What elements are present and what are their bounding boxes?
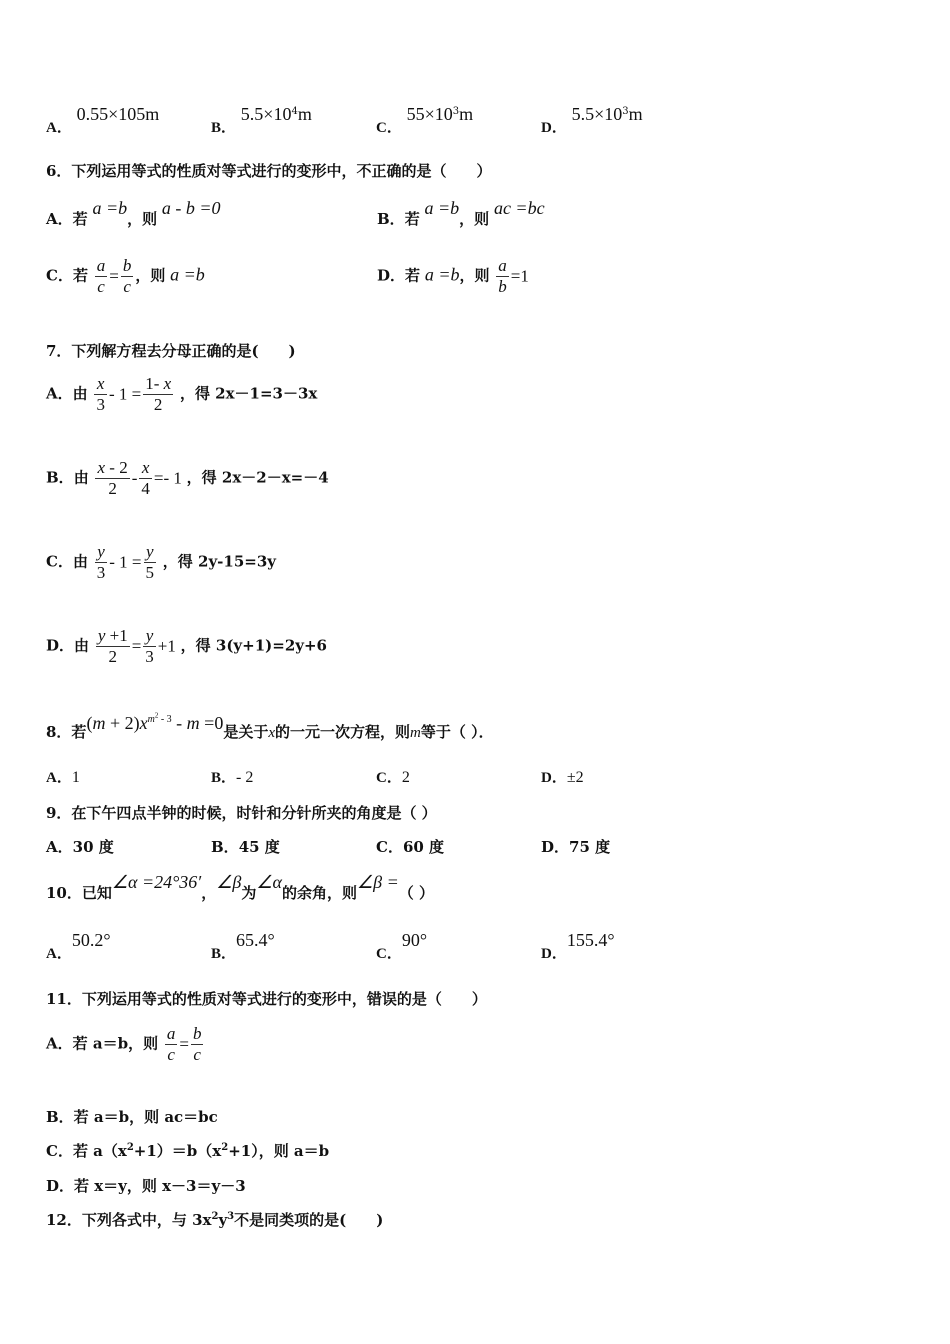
q6-option-c[interactable]: C．若 $\frac{a}{c}$ = $\frac{b}{c}$ ，则 a =b	[46, 256, 205, 296]
q9-option-c[interactable]: C．60 度	[376, 838, 445, 856]
q10-option-a[interactable]: A．50.2°	[46, 930, 111, 962]
q7-option-c[interactable]: C．由 $\frac{y}{3}$ - 1 = $\frac{y}{5}$ ，得 2y-15=3y	[46, 542, 276, 582]
q7-option-b[interactable]: B．由 $\frac{x - 2}{2}$ - $\frac{x}{4}$ =- 1 ，得 2x－2－x=－4	[46, 458, 329, 498]
q9-option-a[interactable]: A．30 度	[46, 838, 114, 856]
q7-option-a[interactable]: A．由 $\frac{x}{3}$ - 1 = $\frac{1- x}{2}$ ，得 2x－1=3－3x	[46, 374, 318, 414]
q10-option-d[interactable]: D．155.4°	[541, 930, 615, 962]
q11-option-b[interactable]: B．若 a＝b，则 ac＝bc	[46, 1108, 218, 1126]
q8-option-b[interactable]: B．- 2	[211, 769, 254, 786]
q8-option-c[interactable]: C．2	[376, 769, 410, 786]
q12-stem: 12．下列各式中，与 $3x^2y^3$不是同类项的是( )	[46, 1211, 384, 1229]
fraction-a-over-b: $\frac{a}{b}$	[498, 256, 507, 296]
q11-stem: 11．下列运用等式的性质对等式进行的变形中，错误的是（ ）	[46, 990, 487, 1008]
q6-stem: 6．下列运用等式的性质对等式进行的变形中，不正确的是（ ）	[46, 162, 492, 180]
q10-stem: 10．已知∠α =24°36′，∠β为∠α的余角，则∠β =（ ）	[46, 872, 434, 902]
q9-option-b[interactable]: B．45 度	[211, 838, 280, 856]
q10-option-c[interactable]: C．90°	[376, 930, 428, 962]
q11-option-c[interactable]: C．若 $a(x^2+1)=b(x^2+1)$，则 a＝b	[46, 1142, 330, 1160]
q9-stem: 9．在下午四点半钟的时候，时针和分针所夹的角度是（ ）	[46, 804, 437, 822]
q10-option-b[interactable]: B．65.4°	[211, 930, 275, 962]
q8-option-d[interactable]: D．±2	[541, 769, 584, 786]
fraction-b-over-c: $\frac{b}{c}$	[122, 256, 132, 296]
q8-option-a[interactable]: A．1	[46, 769, 80, 786]
q5-option-d[interactable]: D． $5.5\times 10^3m$	[541, 104, 643, 136]
q11-option-d[interactable]: D．若 x＝y，则 x－3＝y－3	[46, 1177, 246, 1195]
fraction-a-over-c: $\frac{a}{c}$	[96, 256, 106, 296]
q5-option-a[interactable]: A． 0.55×105m	[46, 104, 160, 136]
q11-option-a[interactable]: A．若 a＝b，则 $\frac{a}{c}$ = $\frac{b}{c}$	[46, 1024, 202, 1064]
q5-option-c[interactable]: C． $55\times 10^3m$	[376, 104, 474, 136]
q9-option-d[interactable]: D．75 度	[541, 838, 611, 856]
q6-option-d[interactable]: D．若 a =b，则 $\frac{a}{b}$ =1	[377, 256, 529, 296]
q7-option-d[interactable]: D．由 $\frac{y +1}{2}$ = $\frac{y}{3}$ +1 ，得 3(y+1)=2y+6	[46, 626, 327, 666]
q6-option-a[interactable]: A．若 a =b，则 a - b =0	[46, 198, 221, 228]
q8-stem: 8．若$(m + 2)x^{m^2 - 3} - m =0$是关于x的一元一次方程，则m等于（ ）．	[46, 712, 494, 742]
q7-stem: 7．下列解方程去分母正确的是( )	[46, 342, 296, 360]
q6-option-b[interactable]: B．若 a =b，则 ac =bc	[377, 198, 545, 228]
q5-option-b[interactable]: B． $5.5\times 10^4m$	[211, 104, 312, 136]
